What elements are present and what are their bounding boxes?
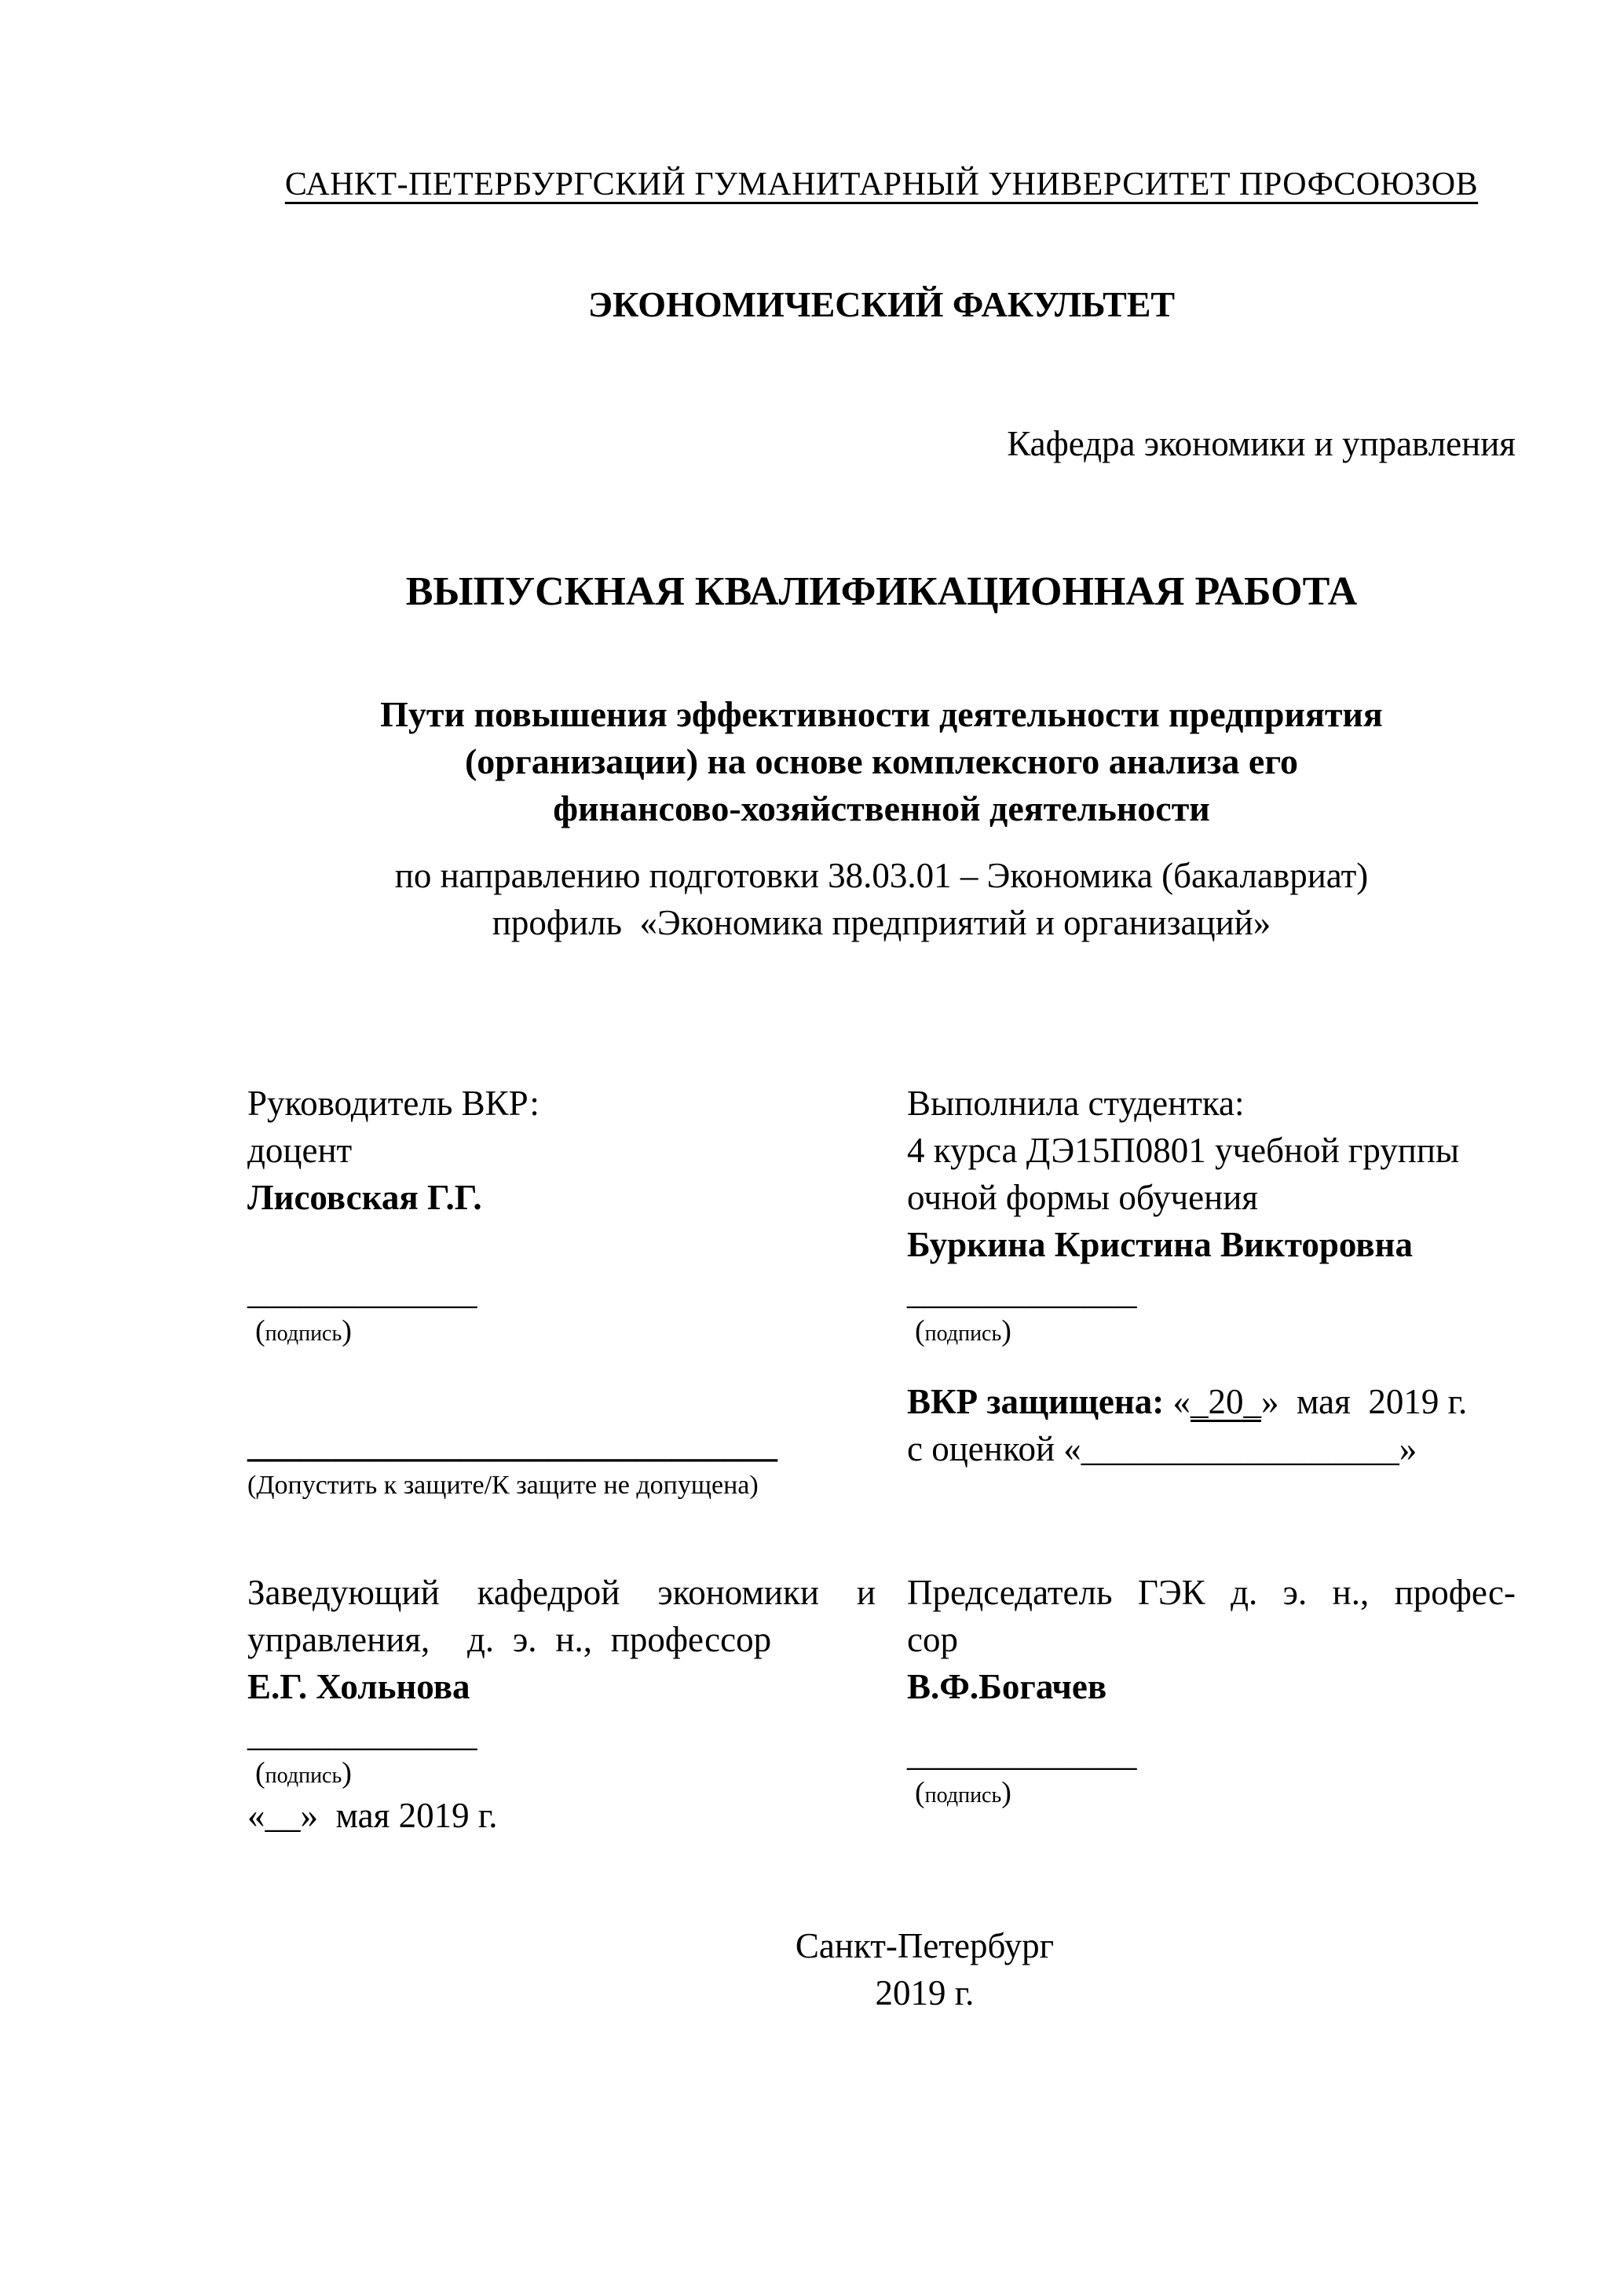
paren-close: ) (1001, 1776, 1011, 1809)
officials-band (247, 1569, 1516, 1839)
supervisor-role-label: Руководитель ВКР: (247, 1084, 540, 1123)
defence-column (907, 1378, 1516, 1472)
student-group-line: 4 курса ДЭ15П0801 учебной группы (907, 1131, 1460, 1170)
department-head-date-line: «__» мая 2019 г. (247, 1796, 498, 1835)
chairman-column (907, 1569, 1516, 1812)
paren-close: ) (342, 1314, 352, 1347)
chairman-signature-line: _____________ (907, 1734, 1137, 1773)
page-content (247, 0, 1516, 2296)
paren-open: ( (915, 1314, 925, 1347)
student-column (907, 1080, 1516, 1350)
chairman-signature-caption (907, 1777, 1516, 1812)
supervisor-signature-caption (247, 1315, 876, 1350)
signature-caption-word: подпись (924, 1322, 1002, 1346)
department-head-signature-line: _____________ (247, 1714, 477, 1753)
defence-grade-line: с оценкой «__________________» (907, 1429, 1417, 1468)
paren-close: ) (1001, 1314, 1011, 1347)
direction-block (247, 852, 1516, 946)
supervisor-column (247, 1080, 876, 1350)
signature-caption-word: подпись (924, 1783, 1002, 1808)
university-header (247, 161, 1516, 208)
defence-date-value: _20_ (1191, 1382, 1262, 1421)
admission-signature-line: ______________________________ (247, 1425, 777, 1464)
department-head-signature-caption (247, 1757, 876, 1792)
department-name: Кафедра экономики и управления (1007, 424, 1516, 463)
student-role-label: Выполнила студентка: (907, 1084, 1245, 1123)
paren-open: ( (915, 1776, 925, 1809)
paren-close: ) (342, 1757, 352, 1790)
department-head-title-line-2: управления, д. э. н., профессор (247, 1620, 772, 1659)
supervisor-position: доцент (247, 1131, 353, 1170)
student-form-line: очной формы обучения (907, 1178, 1258, 1217)
department-head-title-line-1: Заведующий кафедрой экономики и (247, 1573, 876, 1612)
defence-band (247, 1378, 1516, 1503)
university-name: САНКТ-ПЕТЕРБУРГСКИЙ ГУМАНИТАРНЫЙ УНИВЕРСИТЕТ ПРОФСОЮЗОВ (284, 166, 1479, 203)
profile-line: профиль «Экономика предприятий и организаций» (492, 903, 1271, 942)
chairman-name: В.Ф.Богачев (907, 1667, 1107, 1706)
footer-city: Санкт-Петербург (795, 1926, 1055, 1965)
student-signature-line: _____________ (907, 1272, 1137, 1311)
signature-caption-word: подпись (265, 1322, 342, 1346)
thesis-title-line-3: финансово-хозяйственной деятельности (553, 788, 1210, 828)
faculty-name: ЭКОНОМИЧЕСКИЙ ФАКУЛЬТЕТ (587, 284, 1176, 324)
footer-year: 2019 г. (875, 1973, 975, 2013)
chairman-title-line-2: сор (907, 1620, 958, 1659)
department-head-name: Е.Г. Хольнова (247, 1667, 470, 1706)
direction-line: по направлению подготовки 38.03.01 – Экономика (бакалавриат) (394, 856, 1369, 895)
footer-block (334, 1922, 1516, 2016)
defence-date-line (907, 1378, 1516, 1425)
defence-date-rest: » мая 2019 г. (1261, 1382, 1468, 1421)
department-head-column (247, 1569, 876, 1839)
spacer (247, 1221, 876, 1268)
paren-open: ( (255, 1757, 265, 1790)
thesis-title-line-1: Пути повышения эффективности деятельности предприятия (380, 694, 1383, 734)
admission-caption: (Допустить к защите/К защите не допущена) (247, 1471, 759, 1500)
quote-open: « (1164, 1382, 1191, 1421)
signatures-band (247, 1080, 1516, 1350)
supervisor-name: Лисовская Г.Г. (247, 1178, 482, 1217)
student-signature-caption (907, 1315, 1516, 1350)
work-type-title: ВЫПУСКНАЯ КВАЛИФИКАЦИОННАЯ РАБОТА (405, 569, 1358, 614)
chairman-title-line-1: Председатель ГЭК д. э. н., профес- (907, 1573, 1516, 1612)
paren-open: ( (255, 1314, 265, 1347)
admission-column (247, 1378, 876, 1503)
supervisor-signature-line: _____________ (247, 1272, 477, 1311)
defence-label: ВКР защищена: (907, 1382, 1165, 1421)
thesis-title-line-2: (организации) на основе комплексного анализа его (464, 741, 1299, 781)
thesis-title (247, 691, 1516, 832)
signature-caption-word: подпись (265, 1764, 342, 1788)
student-name: Буркина Кристина Викторовна (907, 1225, 1413, 1264)
